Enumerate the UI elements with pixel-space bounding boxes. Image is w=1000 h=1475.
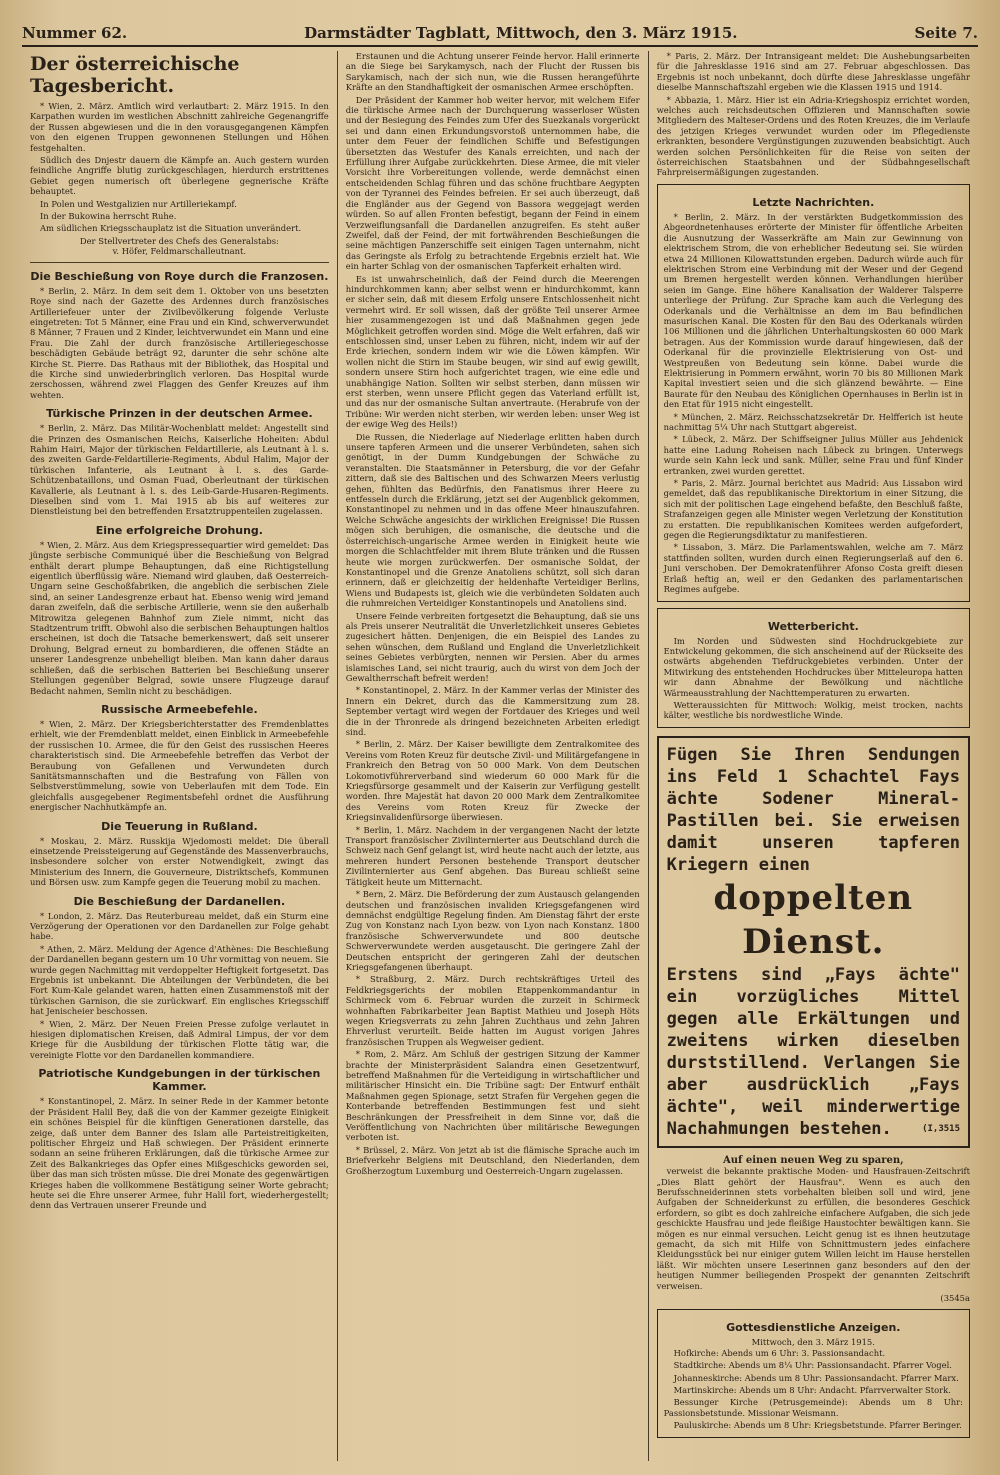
ad-code: (I,3515	[922, 1123, 960, 1134]
fays-advertisement	[657, 736, 970, 1148]
article-paragraph: * Wien, 2. März. Der Kriegsberichterstatter des Fremdenblattes erhielt, wie der Fremdenblatt meldet, einen Einblick in Armeebefehle der russischen 10. Armee, die für den Geist des russischen Heeres charakteristisch sind. Die Armeebefehle betreffen das Verbot der Beraubung von Gefallenen und Verwundeten durch Sanitätsmannschaften und die Bestrafung von Fällen von Selbstverstümmelung, sowie von Ueberlaufen mit dem Tode. Ein gleichfalls ausgegebener Regimentsbefehl ordnet die Ausführung energischer Nachhutkämpfe an.	[30, 718, 329, 813]
headline-armeebefehle: Russische Armeebefehle.	[101, 702, 258, 716]
page-number: Seite 7.	[914, 24, 978, 42]
signature-line: Der Stellvertreter des Chefs des Generalstabs:	[79, 235, 279, 246]
article-paragraph: * Wien, 2. März. Amtlich wird verlautbart: 2. März 1915. In den Karpathen wurden im westlichen Abschnitt zahlreiche Gegenangriffe der Russen abgewiesen und die in den vorausgegangenen Kämpfen von den eigenen Truppen gewonnenen Stellungen und Höhen festgehalten.	[30, 101, 329, 153]
column-2	[337, 51, 648, 1461]
headline-teuerung: Die Teuerung in Rußland.	[101, 819, 258, 833]
service-date: Mittwoch, den 3. März 1915.	[751, 1337, 875, 1348]
article-paragraph: * Konstantinopel, 2. März. In der Kammer verlas der Minister des Innern ein Dekret, durch das die Kammersitzung zum 28. September vertagt wird wegen der Fortdauer des Krieges und weil die in der Thronrede als dringend bezeichneten Arbeiten erledigt sind.	[345, 685, 640, 737]
headline-roye: Die Beschießung von Roye durch die Franzosen.	[30, 269, 329, 283]
service-entry: Pauluskirche: Abends um 8 Uhr: Kriegsbetstunde. Pfarrer Beringer.	[673, 1420, 962, 1431]
ad-headline: doppelten Dienst.	[713, 877, 914, 962]
notice-body: verweist die bekannte praktische Moden- und Hausfrauen-Zeitschrift „Dies Blatt gehört der Hausfrau". Wenn es auch den Berufsschneiderinnen stets vorbehalten bleiben soll und wird, jene Aufgaben der Schneiderkunst zu erfüllen, die besonderes Geschick erfordern, so gibt es doch zahlreiche einfachere Aufgaben, die sich jede geschickte Hausfrau und jede fleißige Haustochter bewältigen kann. Sie mögen es nur einmal versuchen. Leicht genug ist es ihnen heutzutage gemacht, da sich mit Hilfe von Schnittmustern jedes einfachere Kleidungsstück bei nur einiger gutem Willen leicht im Hause herstellen läßt. Wir möchten unsere Leserinnen ganz besonders auf den der heutigen Nummer beiliegenden Prospekt der genannten Zeitschrift verweisen.	[656, 1166, 970, 1291]
article-paragraph: * Wien, 2. März. Der Neuen Freien Presse zufolge verlautet in hiesigen diplomatischen Kreisen, daß Admiral Limpus, der vor dem Kriege für die Ausbildung der türkischen Flotte tätig war, die vereinigte Flotte vor den Dardanellen kommandiere.	[30, 1018, 329, 1060]
article-paragraph: Die Russen, die Niederlage auf Niederlage erlitten haben durch unsere tapferen Armeen und die unserer Verbündeten, sahen sich genötigt, in der Dumm Kundgebungen der Schwäche zu veranstalten. Die Staatsmänner in Petersburg, die vor der Gefahr zittern, daß sie des Baltischen und des Schwarzen Meers verlustig gehen, fühlten das Bedürfnis, den Fanatismus ihrer Heere zu entfesseln durch die Erklärung, jetzt sei der Augenblick gekommen, Konstantinopel zu nehmen und in das offene Meer hinauszufahren. Welche Schwäche angesichts der wirklichen Ereignisse! Die Russen mögen sich beruhigen, die osmanische, die deutsche und die österreichisch-ungarische Armee werden in Einigkeit heute wie morgen die Schlachtfelder mit ihrem Blute tränken und die Russen heute wie morgen zurückwerfen. Der osmanische Soldat, der Konstantinopel und die Grenze Anatoliens schützt, soll sich daran erinnern, daß er gleichzeitig der heldenhafte Verteidiger Berlins, Wiens und Budapests ist, gleich wie die verbündeten Soldaten auch die ruhmreichen Verteidiger Konstantinopels und Anatoliens sind.	[345, 431, 640, 609]
headline-prinzen: Türkische Prinzen in der deutschen Armee.	[46, 407, 313, 421]
column-1	[22, 51, 337, 1461]
divider	[30, 262, 329, 263]
article-paragraph: Am südlichen Kriegsschauplatz ist die Situation unverändert.	[40, 223, 302, 234]
article-paragraph: * Paris, 2. März. Journal berichtet aus Madrid: Aus Lissabon wird gemeldet, daß das republikanische Direktorium in einer Sitzung, die sich mit der politischen Lage eingehend befaßte, den Beschluß faßte, Strafanzeigen gegen alle Minister wegen Verletzung der Konstitution zu erstatten. Die republikanischen Komitees werden aufgefordert, gegen die Regierungsdiktatur zu manifestieren.	[663, 478, 963, 541]
article-paragraph: Südlich des Dnjestr dauern die Kämpfe an. Auch gestern wurden feindliche Angriffe blutig zurückgeschlagen, hierdurch erstrittenes Gebiet gegen numerisch oft überlegene gegnerische Kräfte behauptet.	[30, 155, 329, 197]
column-3	[648, 51, 978, 1461]
article-paragraph: * Wien, 2. März. Aus dem Kriegspressequartier wird gemeldet: Das jüngste serbische Communiqué über die Beschießung von Belgrad enthält derart plumpe Behauptungen, daß eine Richtigstellung eigentlich überflüssig wäre. Niemand wird glauben, daß Oesterreich-Ungarn seine Geschoßfabriken, die angeblich die serbischen Ziele sind, an seiner Landesgrenze erbaut hat. Ebenso wenig wird jemand daran zweifeln, daß die serbische Artillerie, wenn sie den außerhalb Mitrowitza gelegenen Bahnhof zum Ziele nimmt, nicht das Stadtzentrum trifft. Obwohl also die serbischen Behauptungen haltlos erscheinen, ist doch die Tatsache bemerkenswert, daß seit unserer Drohung, Belgrad erneut zu bombardieren, die offenen Städte an unserer Landesgrenze unbehelligt bleiben. Man kann daher daraus schließen, daß die serbischen Batterien bei Beschießung unserer Stellungen gegenüber Belgrad, sowie unsere Flugzeuge darauf Bedacht nahmen, Semlin nicht zu beschädigen.	[30, 539, 329, 696]
article-paragraph: * Brüssel, 2. März. Von jetzt ab ist die flämische Sprache auch im Briefverkehr Belgiens mit Deutschland, den Niederlanden, dem Großherzogtum Luxemburg und Oesterreich-Ungarn zugelassen.	[345, 1144, 640, 1176]
gottesdienst-box	[657, 1309, 970, 1437]
article-paragraph: * Berlin, 2. März. Das Militär-Wochenblatt meldet: Angestellt sind die Prinzen des Osmanischen Reichs, Kaiserliche Hoheiten: Abdul Rahim Hairi, Major der türkischen Feldartillerie, als Leutnant à l. s. des zweiten Garde-Feldartillerie-Regiments, Abdul Halim, Major der türkischen Infanterie, als Leutnant à l. s. des Garde-Schützenbataillons, und Osman Fuad, Oberleutnant der türkischen Kavallerie, als Leutnant à l. s. des Leib-Garde-Husaren-Regiments. Dieselben sind vom 1. Mai 1915 ab bis auf weiteres zur Dienstleistung bei den betreffenden Ersatztruppenteilen zugelassen.	[30, 423, 329, 517]
article-paragraph: * Bern, 2. März. Die Beförderung der zum Austausch gelangenden deutschen und französischen invaliden Kriegsgefangenen wird demnächst endgültige Regelung finden. Am Dienstag fährt der erste Zug von Konstanz nach Lyon bezw. von Lyon nach Konstanz. 1800 französische Schwerverwundete und 800 deutsche Schwerverwundete werden ausgetauscht. Die geringere Zahl der Deutschen entspricht der geringeren Zahl der deutschen Kriegsgefangenen überhaupt.	[345, 889, 640, 972]
article-paragraph: * London, 2. März. Das Reuterbureau meldet, daß ein Sturm eine Verzögerung der Operationen vor den Dardanellen zur Folge gehabt habe.	[30, 910, 329, 942]
article-paragraph: * Berlin, 1. März. Nachdem in der vergangenen Nacht der letzte Transport französischer Zivilinternierter aus Deutschland durch die Schweiz nach Genf gelangt ist, wird heute nacht auch der letzte, aus mehreren hundert Personen bestehende Transport deutscher Zivilinternierter aus Genf abgehen. Das Bureau schließt seine Tätigkeit heute um Mitternacht.	[345, 824, 640, 887]
article-paragraph: Erstaunen und die Achtung unserer Feinde hervor. Halil erinnerte an die Siege bei Sarykamysch, nach der Flucht der Russen bis Sarykamisch, nach der sich nun, wie die Russen herangeführte Kräfte an den Standhaftigkeit der osmanischen Armee erschöpften.	[345, 51, 640, 93]
article-paragraph: Der Präsident der Kammer hob weiter hervor, mit welchem Eifer die türkische Armee nach der Durchquerung wasserloser Wüsten und der Besiegung des Feindes zum Ufer des Suezkanals vorgerückt sei und dann einen Erkundungsvorstoß unternommen habe, die unter dem Feuer der feindlichen Schiffe und Befestigungen übersetzten das Westufer des Kanals erreichten, und nach der Erfüllung ihrer Aufgabe zurückkehrten. Diese Armee, die mit vieler Vorsicht ihre Vorbereitungen vollende, werde demnächst einen entscheidenden Schlag führen und das schöne fruchtbare Aegypten von der Tyrannei des Feindes befreien. Er sei auch überzeugt, daß die Engländer aus der Gegend von Bassora weggejagt werden würden. So auf allen Fronten befestigt, begann der Feind in einem Verzweiflungsanfall die Dardanellen anzugreifen. Es steht außer Zweifel, daß der Feind, der mit fortwährenden Beschießungen die seine mächtigen Panzerschiffe seit einigen Tagen unternahm, nicht das Geringste als Erfolg zu betrachtende Ergebnis erzielt hat. Wie ein harter Schlag von der osmanischen Tapferkeit erhalten wird.	[345, 94, 640, 272]
article-paragraph: In der Bukowina herrscht Ruhe.	[40, 211, 177, 222]
headline-kundgebungen: Patriotische Kundgebungen in der türkischen Kammer.	[38, 1067, 321, 1094]
article-paragraph: In Polen und Westgalizien nur Artilleriekampf.	[40, 198, 237, 209]
article-paragraph: * München, 2. März. Reichsschatzsekretär Dr. Helfferich ist heute nachmittag 5¼ Uhr nach Stuttgart abgereist.	[663, 411, 963, 432]
article-paragraph: * Berlin, 2. März. Der Kaiser bewilligte dem Zentralkomitee des Vereins vom Roten Kreuz für deutsche Zivil- und Militärgefangene in Frankreich den Betrag von 50 000 Mark. Von dem Deutschen Lokomotivführerverband sind wiederum 60 000 Mark für die Kriegsfürsorge gesammelt und der Kaiserin zur Verfügung gestellt worden. Ihre Majestät hat davon 20 000 Mark dem Zentralkomitee des Vereins vom Roten Kreuz für Zwecke der Kriegsinvalidenfürsorge überwiesen.	[345, 739, 640, 823]
newspaper-title: Darmstädter Tagblatt, Mittwoch, den 3. März 1915.	[304, 24, 738, 42]
ad-text-intro: Fügen Sie Ihren Sendungen ins Feld 1 Schachtel Fays ächte Sodener Mineral-Pastillen bei. Sie erweisen damit unseren tapferen Kriegern einen	[666, 744, 960, 875]
article-paragraph: * Lübeck, 2. März. Der Schiffseigner Julius Müller aus Jehdenick hatte eine Ladung Roheisen nach Lübeck zu bringen. Unterwegs wurde sein Kahn leck und sank. Müller, seine Frau und fünf Kinder ertranken, zwei wurden gerettet.	[663, 434, 963, 476]
letzte-nachrichten-box	[657, 184, 970, 602]
headline-tagesbericht: Der österreichische Tagesbericht.	[30, 53, 240, 97]
article-paragraph: * Straßburg, 2. März. Durch rechtskräftiges Urteil des Feldkriegsgerichts der mobilen Etappenkommandantur in Schirmeck vom 6. Februar wurden die zurzeit in Schirmeck wohnhaften Fabrikarbeiter Jean Baptist Mathieu und Joseph Höts wegen Kriegsverrats zu zehn Jahren Zuchthaus und zehn Jahren Ehrverlust verurteilt. Beide hatten im August vorigen Jahres französischen Truppen als Wegweiser gedient.	[345, 974, 640, 1047]
article-paragraph: Wetteraussichten für Mittwoch: Wolkig, meist trocken, nachts kälter, westliche bis nordwestliche Winde.	[663, 699, 963, 721]
article-paragraph: * Abbazia, 1. März. Hier ist ein Adria-Kriegshospiz errichtet worden, welches auch reichsdeutschen Offizieren und Mannschaften sowie Mitgliedern des Malteser-Ordens und des Roten Kreuzes, die im Verlaufe des jetzigen Krieges verwundet wurden oder im Pflegedienste erkrankten, besondere Vergünstigungen zuzuwenden beabsichtigt. Auch werden solchen Persönlichkeiten für die Reise von seiten der österreichischen Staatsbahnen und der Südbahngesellschaft Fahrpreisermäßigungen zugestanden.	[656, 94, 970, 178]
article-paragraph: * Berlin, 2. März. In der verstärkten Budgetkommission des Abgeordnetenhauses erörterte der Minister für öffentliche Arbeiten die Ausnutzung der Wasserkräfte am Main zur Gewinnung von elektrischem Strom, die von erheblicher Bedeutung sei. Sie würden etwa 24 Millionen Kilowattstunden ergeben. Dadurch würde auch für elektrischen Strom eine Verbindung mit der Weser und der Gegend um Bremen hergestellt werden können. Verhandlungen hierüber seien im Gange. Eine höhere Kanalisation der Walderer Talsperre unterliege der Prüfung. Zur Sprache kam auch die Verlegung des Oderkanals und die Verhältnisse an dem im Bau befindlichen masurischen Kanal. Die Kosten für den Bau des Oderkanals würden 106 Millionen und die jährlichen Unterhaltungskosten 60 000 Mark betragen. Aus der Kommission wurde darauf hingewiesen, daß der Oderkanal für die provinzielle Elektrisierung von Ost- und Westpreußen von Bedeutung sein könne. Dabei wurde die Elektrisierung in Pommern erwähnt, worin 70 bis 80 Millionen Mark Kapital investiert seien und die sich glänzend bewährte. — Eine Baurate für den Neubau des Königlichen Opernhauses in Berlin ist in den Etat für 1915 nicht eingestellt.	[663, 211, 963, 410]
columns	[22, 51, 978, 1461]
masthead	[22, 24, 978, 47]
article-paragraph: * Moskau, 2. März. Russkija Wjedomosti meldet: Die überall einsetzende Preissteigerung auf Gegenstände des Massenverbrauchs, insbesondere solcher von erster Notwendigkeit, zwingt das Ministerium des Innern, die Gouverneure, Distriktschefs, Kommunen und Börsen usw. zum Kampfe gegen die Teuerung mobil zu machen.	[30, 835, 329, 888]
article-paragraph: Unsere Feinde verbreiten fortgesetzt die Behauptung, daß sie uns als Preis unserer Neutralität die Unverletzlichkeit unseres Gebietes zugesichert hätten. Denjenigen, die ein Beispiel des Landes zu sehen wünschen, dem Rußland und England die Unverletzlichkeit seines Gebietes verbürgten, nennen wir Persien. Aber du armes islamisches Land, sei nicht traurig, auch du wirst von dem Joch der Gewaltherrschaft befreit werden!	[345, 610, 640, 683]
article-paragraph: Im Norden und Südwesten sind Hochdruckgebiete zur Entwickelung gekommen, die sich anscheinend auf der Rückseite des ostwärts abgehenden Tiefdruckgebietes verbinden. Unter der Mitwirkung des entstehenden Hochdruckes über Mitteleuropa hatten wir dann Abnahme der Bewölkung und nächtliche Wärmeausstrahlung der Nachttemperaturen zu erwarten.	[663, 635, 963, 698]
service-entry: Bessunger Kirche (Petrusgemeinde): Abends um 8 Uhr: Passionsbetstunde. Missionar Weismann.	[663, 1397, 963, 1418]
headline-dardanellen: Die Beschießung der Dardanellen.	[73, 894, 286, 908]
article-paragraph: * Paris, 2. März. Der Intransigeant meldet: Die Aushebungsarbeiten für die Jahresklasse 1916 sind am 27. Februar abgeschlossen. Das Ergebnis ist noch unbekannt, doch dürfte diese Jahresklasse ungefähr dieselbe Mannschaftszahl ergeben wie die Klassen 1915 und 1914.	[656, 51, 970, 93]
notice-code: (3545a	[940, 1293, 970, 1304]
service-entry: Stadtkirche: Abends um 8¼ Uhr: Passionsandacht. Pfarrer Vogel.	[673, 1360, 952, 1371]
article-paragraph: * Rom, 2. März. Am Schluß der gestrigen Sitzung der Kammer brachte der Ministerpräsident Salandra einen Gesetzentwurf, betreffend Maßnahmen für die Verteidigung in wirtschaftlicher und militärischer Hinsicht ein. Die Tribüne sagt: Der Entwurf enthält Maßnahmen gegen Spionage, setzt Strafen für Vergehen gegen die Konterbande betreffenden Bestimmungen fest und sieht Beschränkungen der Pressfreiheit in dem Sinne vor, daß die Veröffentlichung von Nachrichten über militärische Bewegungen verboten ist.	[345, 1049, 640, 1143]
service-entry: Martinskirche: Abends um 8 Uhr: Andacht. Pfarrverwalter Stork.	[673, 1385, 951, 1396]
headline-letzte-nachrichten: Letzte Nachrichten.	[752, 195, 875, 209]
headline-gottesdienst: Gottesdienstliche Anzeigen.	[726, 1321, 901, 1335]
ad-text-body: Erstens sind „Fays ächte" ein vorzügliches Mittel gegen alle Erkältungen und zweitens wirken dieselben durststillend. Verlangen Sie aber ausdrücklich „Fays ächte", weil minderwertige Nachahmungen bestehen.	[666, 964, 960, 1139]
issue-number: Nummer 62.	[22, 24, 128, 42]
notice-headline: Auf einen neuen Weg zu sparen,	[723, 1154, 904, 1166]
service-entry: Hofkirche: Abends um 6 Uhr: 3. Passionsandacht.	[673, 1347, 886, 1358]
article-paragraph: * Konstantinopel, 2. März. In seiner Rede in der Kammer betonte der Präsident Halil Bey, daß die von der Kammer gezeigte Einigkeit ein schönes Beispiel für die künftigen Generationen darstelle, das zeige, daß unter dem Banner des Islam alle Parteistreitigkeiten, politischer Ehrgeiz und Haß schwiegen. Der Präsident erinnerte sodann an seine früheren Erklärungen, daß die türkische Armee zur Zeit des Balkankrieges das Opfer eines Mißgeschicks geworden sei, über das man sich trösten müsse. Die drei Monate des gegenwärtigen Krieges haben die vollkommene Bestätigung seiner Worte gebracht; heute sei die Ehre unserer Armee, fuhr Halil fort, wiederhergestellt; denn das Vertrauen unserer Freunde und	[30, 1096, 329, 1211]
article-paragraph: * Berlin, 2. März. In dem seit dem 1. Oktober von uns besetzten Roye sind nach der Gazette des Ardennes durch französisches Artilleriefeuer unter der Zivilbevölkerung folgende Verluste eingetreten: Tot 5 Männer, eine Frau und ein Kind, schwerverwundet 8 Männer, 7 Frauen und 2 Kinder, leichtverwundet ein Mann und eine Frau. Die Zahl der durch französische Artilleriegeschosse beschädigten Gebäude beträgt 92, darunter die sehr schöne alte Kirche St. Pierre. Das Rathaus mit der Bibliothek, das Hospital und die Kirche sind unwiederbringlich verloren. Das Hospital wurde zerschossen, während zwei Flaggen des Genfer Kreuzes auf ihm wehten.	[30, 285, 329, 400]
article-paragraph: * Athen, 2. März. Meldung der Agence d'Athènes: Die Beschießung der Dardanellen begann gestern um 10 Uhr vormittag von neuem. Sie wurde gegen Nachmittag mit verdoppelter Heftigkeit fortgesetzt. Das Ergebnis ist unbekannt. Die Abteilungen der Verbündeten, die bei Fort Kum-Kale gelandet waren, hatten einen Zusammenstoß mit der türkischen Garnison, die sie zurückwarf. Ein englisches Kriegsschiff hat Jenischeier beschossen.	[30, 943, 329, 1017]
article-paragraph: * Lissabon, 3. März. Die Parlamentswahlen, welche am 7. März stattfinden sollten, wurden durch einen Regierungserlaß auf den 6. Juni verschoben. Der Demokratenführer Afonso Costa greift diesen Erlaß heftig an, weil er den Gedanken des parlamentarischen Regimes aufgebe.	[663, 542, 963, 595]
article-paragraph: Es ist unwahrscheinlich, daß der Feind durch die Meerengen hindurchkommen kann; aber selbst wenn er hindurchkommt, kann er sicher sein, daß mit diesem Erfolg unsere Entschlossenheit nicht vermehrt wird. Er soll wissen, daß der größte Teil unserer Armee hier zusammengezogen ist und daß Maßnahmen gegen jede Möglichkeit getroffen worden sind. Möge die Welt erfahren, daß wir entschlossen sind, unser Leben zu führen, nicht, indem wir auf der Erde kriechen, sondern indem wir wie die Löwen kämpfen. Wir wollen nicht die Stirn im Staube beugen, wir sind auf ewig gewillt, sondern unsere Stirn hoch aufgerichtet tragen, wie eine edle und unabhängige Nation. Sollten wir selbst sterben, dann müssen wir erst sterben, wenn unsere Pflicht gegen das Vaterland erfüllt ist, und das nur der osmanische Sultan anvertraute. (Herabrufe von der Tribüne: Wir werden nicht sterben, wir werden leben: unser Weg ist der ewige Weg des Heils!)	[345, 273, 640, 430]
headline-wetterbericht: Wetterbericht.	[767, 619, 859, 633]
headline-drohung: Eine erfolgreiche Drohung.	[95, 523, 263, 537]
signature-name: v. Höfer, Feldmarschalleutnant.	[112, 246, 247, 257]
service-entry: Johanneskirche: Abends um 8 Uhr: Passionsandacht. Pfarrer Marx.	[673, 1372, 959, 1383]
wetterbericht-box	[657, 608, 970, 728]
